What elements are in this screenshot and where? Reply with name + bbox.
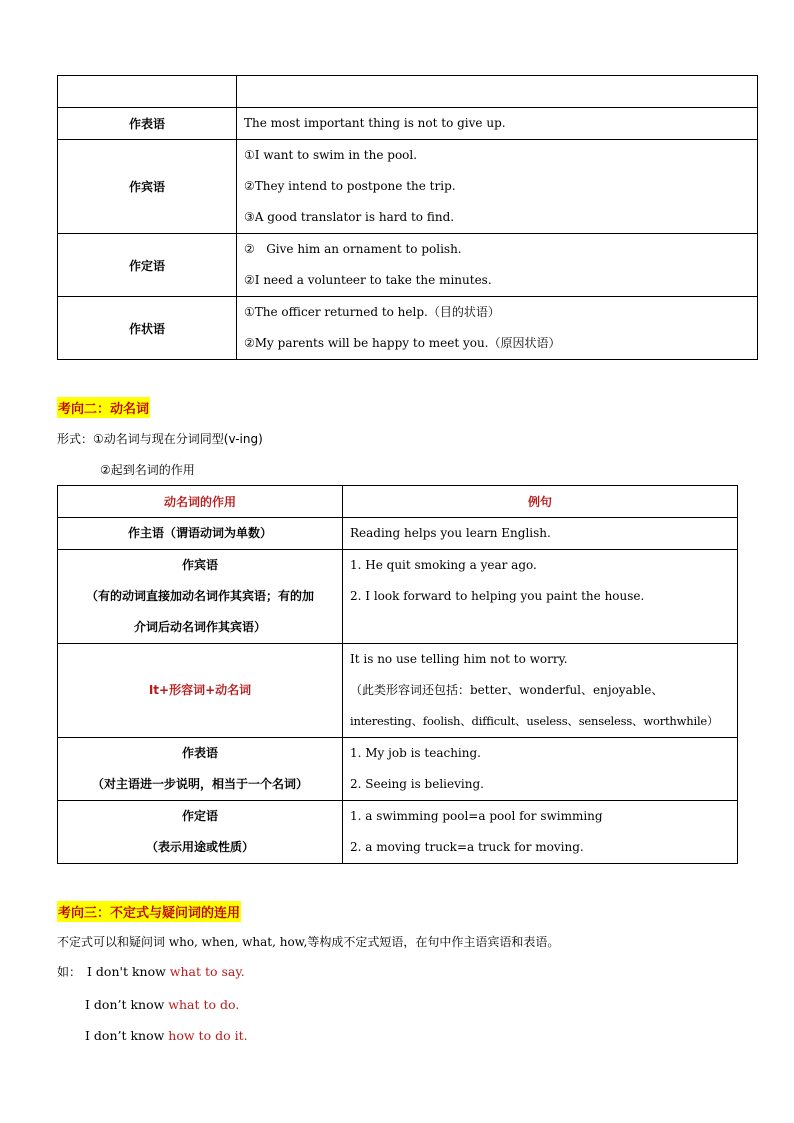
example-line: ② Give him an ornament to polish. [244, 242, 462, 256]
example-line: 2. I look forward to helping you paint the house. [350, 589, 645, 603]
table-row [58, 644, 738, 738]
example-highlight: what to do. [168, 997, 240, 1012]
table-cell-example [237, 108, 758, 140]
table-cell-label: 作定语 [58, 234, 237, 297]
table-cell-label [58, 644, 343, 738]
table-row [58, 76, 758, 108]
example-line: ①I want to swim in the pool. [244, 148, 418, 162]
table-row [58, 140, 758, 234]
example-plain: I don’t know [85, 997, 169, 1012]
label-line: It+形容词+动名词 [148, 683, 252, 697]
example-line: interesting、foolish、difficult、useless、senseless、worthwhile） [350, 714, 719, 728]
table-cell-example [343, 518, 738, 550]
table-row [58, 108, 758, 140]
example-line: The most important thing is not to give up. [244, 116, 506, 130]
table-row [58, 801, 738, 864]
example-line: ①The officer returned to help.（目的状语） [244, 305, 500, 319]
column-header-function: 动名词的作用 [58, 486, 343, 518]
table-cell-example [237, 140, 758, 234]
infinitive-function-table [57, 75, 758, 360]
label-line: 作主语（谓语动词为单数） [127, 526, 272, 540]
table-cell-label: 作状语 [58, 297, 237, 360]
table-cell-label [58, 518, 343, 550]
example-line: ②My parents will be happy to meet you.（原因状语） [244, 336, 561, 350]
table-cell-example [237, 234, 758, 297]
section-heading-infinitive-question-word: 考向三：不定式与疑问词的连用 [57, 901, 241, 922]
example-line: It is no use telling him not to worry. [350, 652, 568, 666]
example-line: Reading helps you learn English. [350, 526, 551, 540]
example-highlight: what to say. [169, 964, 245, 979]
example-line: 1. My job is teaching. [350, 746, 481, 760]
table-cell-example [237, 297, 758, 360]
example-sentence [85, 997, 239, 1012]
table-cell-label [58, 801, 343, 864]
example-line: ②I need a volunteer to take the minutes. [244, 273, 492, 287]
table-row [58, 234, 758, 297]
form-line-1: 形式：①动名词与现在分词同型(v-ing) [57, 432, 263, 446]
label-line: 作宾语 [181, 558, 218, 572]
table-cell-example [343, 738, 738, 801]
example-line: 1. a swimming pool=a pool for swimming [350, 809, 603, 823]
example-highlight: how to do it. [168, 1028, 248, 1043]
example-line: 2. a moving truck=a truck for moving. [350, 840, 584, 854]
column-header-example: 例句 [343, 486, 738, 518]
table-cell-label [58, 76, 237, 108]
table-row [58, 738, 738, 801]
example-plain: I don't know [87, 964, 170, 979]
example-prefix: 如： [57, 965, 82, 979]
table-cell-label [58, 550, 343, 644]
table-header-row [58, 486, 738, 518]
example-line: ③A good translator is hard to find. [244, 210, 455, 224]
example-sentence [85, 1028, 248, 1043]
table-cell-label: 作宾语 [58, 140, 237, 234]
label-line: （有的动词直接加动名词作其宾语；有的加 [85, 589, 314, 603]
section3-intro: 不定式可以和疑问词 who, when, what, how,等构成不定式短语，在句中作主语宾语和表语。 [57, 935, 560, 949]
label-line: （对主语进一步说明，相当于一个名词） [91, 777, 308, 791]
example-line: 2. Seeing is believing. [350, 777, 484, 791]
example-line: 1. He quit smoking a year ago. [350, 558, 537, 572]
example-sentence [57, 963, 245, 980]
table-cell-example [343, 801, 738, 864]
example-plain: I don’t know [85, 1028, 169, 1043]
label-line: 作定语 [181, 809, 218, 823]
example-line [350, 675, 730, 706]
label-line: 介词后动名词作其宾语） [133, 620, 266, 634]
table-cell-example [237, 76, 758, 108]
section-heading-gerund: 考向二：动名词 [57, 397, 150, 418]
table-row [58, 297, 758, 360]
example-line-text: （此类形容词还包括：better、wonderful、enjoyable、 [350, 683, 664, 697]
table-row [58, 518, 738, 550]
table-row [58, 550, 738, 644]
form-line-2: ②起到名词的作用 [100, 463, 195, 477]
example-line: ②They intend to postpone the trip. [244, 179, 456, 193]
table-cell-example [343, 644, 738, 738]
table-cell-example [343, 550, 738, 644]
label-line: 作表语 [181, 746, 218, 760]
table-cell-label [58, 738, 343, 801]
label-line: （表示用途或性质） [145, 840, 254, 854]
table-cell-label: 作表语 [58, 108, 237, 140]
gerund-function-table [57, 485, 738, 864]
